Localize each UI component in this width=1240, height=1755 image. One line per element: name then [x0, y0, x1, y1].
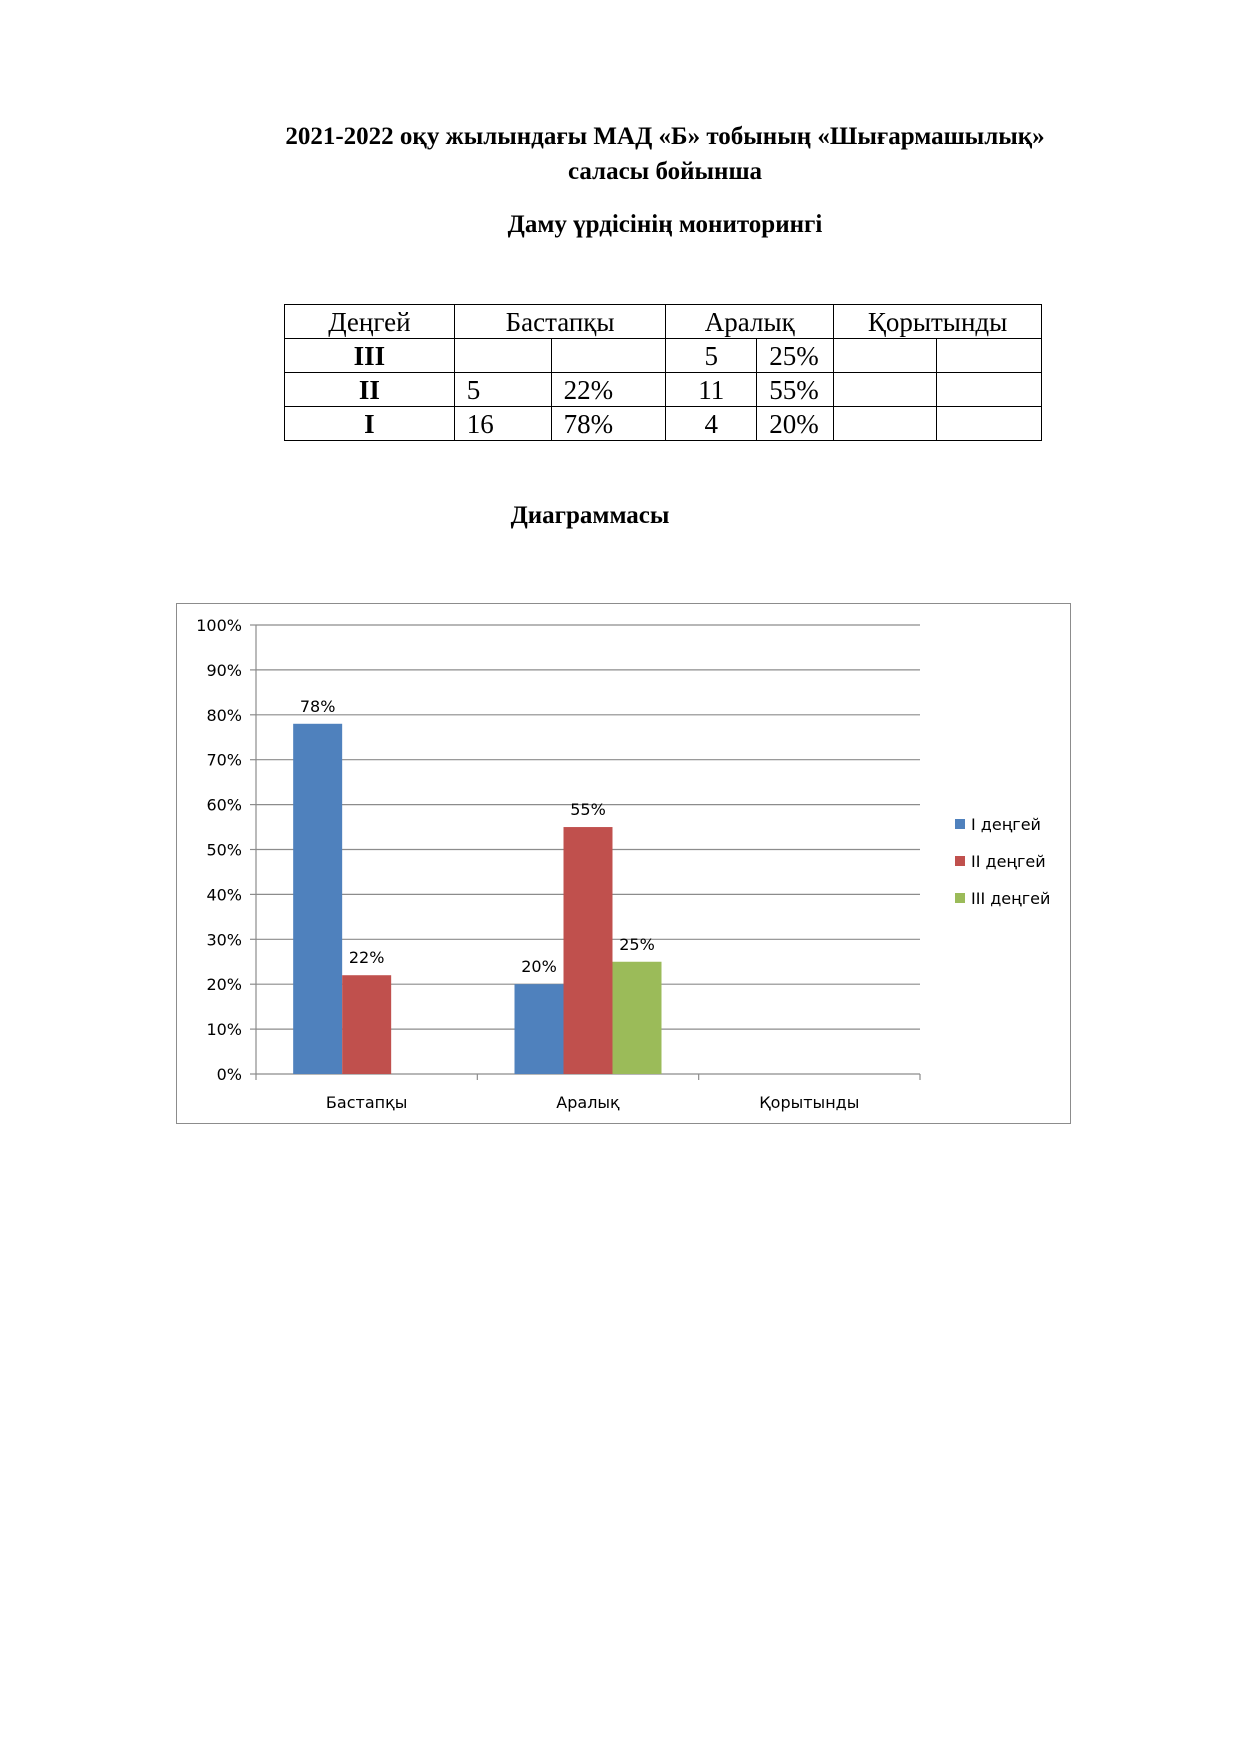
- y-tick-label: 90%: [206, 660, 242, 680]
- mid-count-cell: 5: [666, 339, 757, 373]
- final-pct-cell: [937, 407, 1042, 441]
- initial-count-cell: 16: [454, 407, 551, 441]
- legend-entry: II деңгей: [971, 852, 1046, 871]
- final-pct-cell: [937, 373, 1042, 407]
- legend-swatch: [955, 893, 965, 903]
- legend-swatch: [955, 856, 965, 866]
- legend-entry: I деңгей: [971, 815, 1041, 834]
- y-tick-label: 20%: [206, 975, 242, 995]
- diagram-heading: Диаграммасы: [510, 502, 670, 529]
- final-pct-cell: [937, 339, 1042, 373]
- x-tick-label: Қорытынды: [759, 1093, 860, 1112]
- bar: [515, 984, 564, 1074]
- level-cell: I: [285, 407, 455, 441]
- bar: [613, 962, 662, 1074]
- initial-pct-cell: 22%: [551, 373, 666, 407]
- level-cell: II: [285, 373, 455, 407]
- table-row: [285, 373, 1042, 407]
- final-count-cell: [834, 339, 937, 373]
- y-tick-label: 80%: [206, 705, 242, 725]
- data-label: 20%: [521, 957, 557, 977]
- table-header-row: [285, 305, 1042, 339]
- document-title-line2: саласы бойынша: [567, 158, 763, 185]
- y-tick-label: 100%: [196, 616, 242, 635]
- y-tick-label: 0%: [216, 1065, 242, 1084]
- final-count-cell: [834, 373, 937, 407]
- y-tick-label: 60%: [206, 795, 242, 815]
- document-title-line1: 2021-2022 оқу жылындағы МАД «Б» тобының «Шығармашылық»: [285, 123, 1045, 150]
- initial-count-cell: 5: [454, 373, 551, 407]
- legend-swatch: [955, 819, 965, 829]
- legend-entry: III деңгей: [971, 889, 1051, 908]
- y-tick-label: 40%: [206, 885, 242, 905]
- y-tick-label: 30%: [206, 930, 242, 950]
- y-tick-label: 50%: [206, 840, 242, 860]
- x-tick-label: Бастапқы: [325, 1093, 408, 1112]
- header-initial: Бастапқы: [454, 305, 666, 339]
- bar: [293, 724, 342, 1074]
- monitoring-table: [284, 304, 1042, 441]
- initial-pct-cell: 78%: [551, 407, 666, 441]
- header-mid: Аралық: [666, 305, 834, 339]
- document-subtitle: Даму үрдісінің мониторингі: [507, 211, 823, 238]
- mid-pct-cell: 25%: [757, 339, 834, 373]
- initial-count-cell: [454, 339, 551, 373]
- header-final: Қорытынды: [834, 305, 1042, 339]
- mid-count-cell: 11: [666, 373, 757, 407]
- mid-count-cell: 4: [666, 407, 757, 441]
- table-row: [285, 339, 1042, 373]
- data-label: 55%: [570, 800, 606, 820]
- initial-pct-cell: [551, 339, 666, 373]
- table-row: [285, 407, 1042, 441]
- x-tick-label: Аралық: [556, 1093, 620, 1112]
- bar-chart: [176, 603, 1071, 1124]
- data-label: 22%: [348, 948, 385, 968]
- bar: [564, 827, 613, 1074]
- mid-pct-cell: 20%: [757, 407, 834, 441]
- bar: [342, 975, 391, 1074]
- data-label: 78%: [299, 696, 336, 716]
- y-tick-label: 10%: [206, 1020, 242, 1040]
- level-cell: III: [285, 339, 455, 373]
- mid-pct-cell: 55%: [757, 373, 834, 407]
- final-count-cell: [834, 407, 937, 441]
- bar-chart-svg: [177, 604, 1072, 1125]
- y-tick-label: 70%: [206, 750, 242, 770]
- data-label: 25%: [619, 934, 655, 954]
- header-level: Деңгей: [285, 305, 455, 339]
